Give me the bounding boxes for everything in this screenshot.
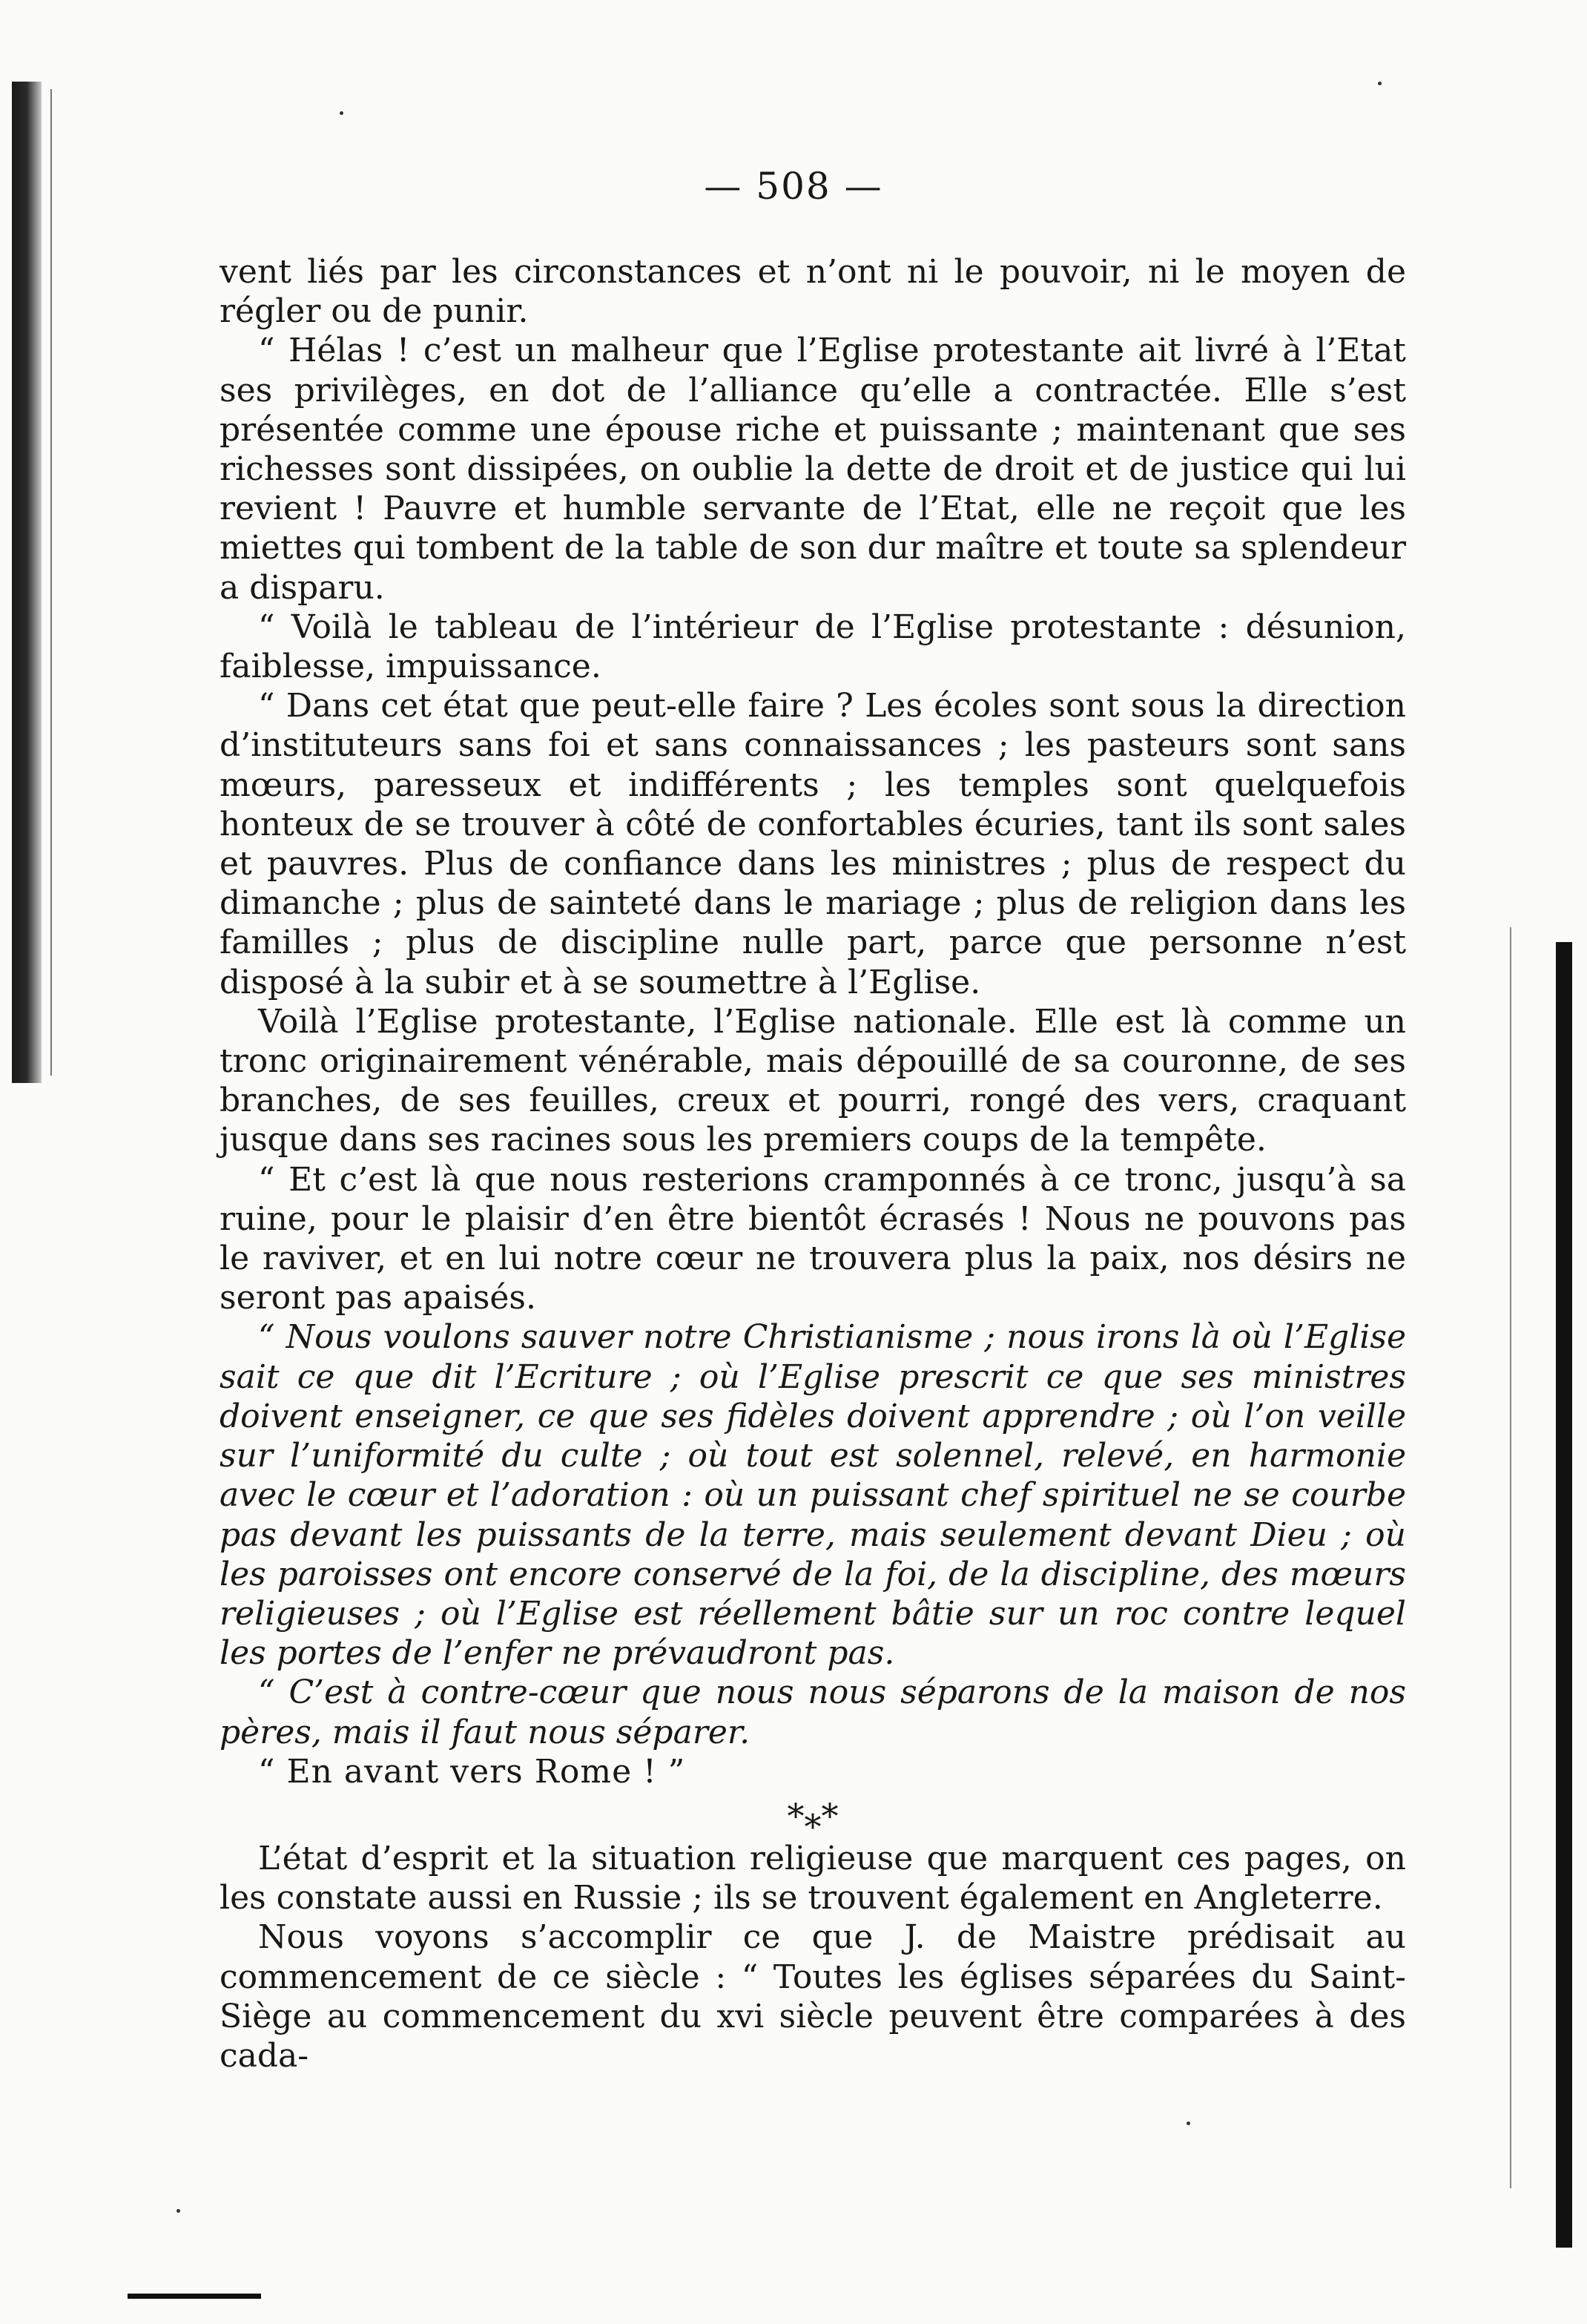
paragraph-en-avant-vers-rome: “ En avant vers Rome ! ” xyxy=(258,1752,686,1791)
paragraph-quote-separation: “ C’est à contre-cœur que nous nous séparons de la maison de nos pères, mais il faut nous séparer. xyxy=(220,1673,1406,1751)
scan-edge-line-left xyxy=(50,89,52,1076)
scan-speck xyxy=(340,111,343,115)
paragraph-quote-tronc: “ Et c’est là que nous resterions cramponnés à ce tronc, jusqu’à sa ruine, pour le plaisir d’en être bientôt écrasés ! Nous ne pouvons pas le raviver, et en lui notre cœur ne trouvera plus la paix, nos désirs ne seront pas apaisés. xyxy=(220,1160,1406,1317)
scan-speck xyxy=(1187,2121,1190,2125)
scan-edge-shadow-right xyxy=(1556,942,1572,2248)
scan-edge-line-right xyxy=(1510,927,1511,2188)
paragraph-maistre: Nous voyons s’accomplir ce que J. de Maistre prédisait au commencement de ce siècle : “ Toutes les églises séparées du Saint-Siège au commencement du xvi siècle peuvent être comparées à des cada- xyxy=(220,1918,1406,2075)
paragraph-quote-helas: “ Hélas ! c’est un malheur que l’Eglise protestante ait livré à l’Etat ses privilèges, en dot de l’alliance qu’elle a contractée. Elle s’est présentée comme une épouse riche et puissante ; maintenant que ses richesses sont dissipées, on oublie la dette de droit et de justice qui lui revient ! Pauvre et humble servante de l’Etat, elle ne reçoit que les miettes qui tombent de la table de son dur maître et toute sa splendeur a disparu. xyxy=(220,332,1406,607)
page-text xyxy=(220,252,1406,2076)
paragraph-quote-tableau: “ Voilà le tableau de l’intérieur de l’Eglise protestante : désunion, faiblesse, impuissance. xyxy=(220,608,1406,686)
section-asterism: *⁎* xyxy=(787,1795,839,1836)
paragraph-eglise-nationale: Voilà l’Eglise protestante, l’Eglise nationale. Elle est là comme un tronc originairement vénérable, mais dépouillé de sa couronne, de ses branches, de ses feuilles, creux et pourri, rongé des vers, craquant jusque dans ses racines sous les premiers coups de la tempête. xyxy=(220,1002,1406,1159)
paragraph-etat-esprit: L’état d’esprit et la situation religieuse que marquent ces pages, on les constate aussi en Russie ; ils se trouvent également en Angleterre. xyxy=(220,1839,1406,1918)
scan-edge-shadow-left xyxy=(12,82,42,1083)
scan-speck xyxy=(1378,82,1382,85)
scan-speck xyxy=(176,2209,180,2213)
page-number: — 508 — xyxy=(704,165,883,208)
paragraph-continuation: vent liés par les circonstances et n’ont ni le pouvoir, ni le moyen de régler ou de punir. xyxy=(220,253,1406,331)
scan-bottom-rule xyxy=(128,2294,261,2299)
paragraph-quote-etat: “ Dans cet état que peut-elle faire ? Les écoles sont sous la direction d’instituteurs sans foi et sans connaissances ; les pasteurs sont sans mœurs, paresseux et indifférents ; les temples sont quelquefois honteux de se trouver à côté de confortables écuries, tant ils sont sales et pauvres. Plus de confiance dans les ministres ; plus de respect du dimanche ; plus de sainteté dans le mariage ; plus de religion dans les familles ; plus de discipline nulle part, parce que personne n’est disposé à la subir et à se soumettre à l’Eglise. xyxy=(220,687,1406,1001)
paragraph-quote-christianisme: “ Nous voulons sauver notre Christianisme ; nous irons là où l’Eglise sait ce que dit l’Ecriture ; où l’Eglise prescrit ce que ses ministres doivent enseigner, ce que ses fidèles doivent apprendre ; où l’on veille sur l’uniformité du culte ; où tout est solennel, relevé, en harmonie avec le cœur et l’adoration : où un puissant chef spirituel ne se courbe pas devant les puissants de la terre, mais seulement devant Dieu ; où les paroisses ont encore conservé de la foi, de la discipline, des mœurs religieuses ; où l’Eglise est réellement bâtie sur un roc contre lequel les portes de l’enfer ne prévaudront pas. xyxy=(220,1318,1406,1673)
